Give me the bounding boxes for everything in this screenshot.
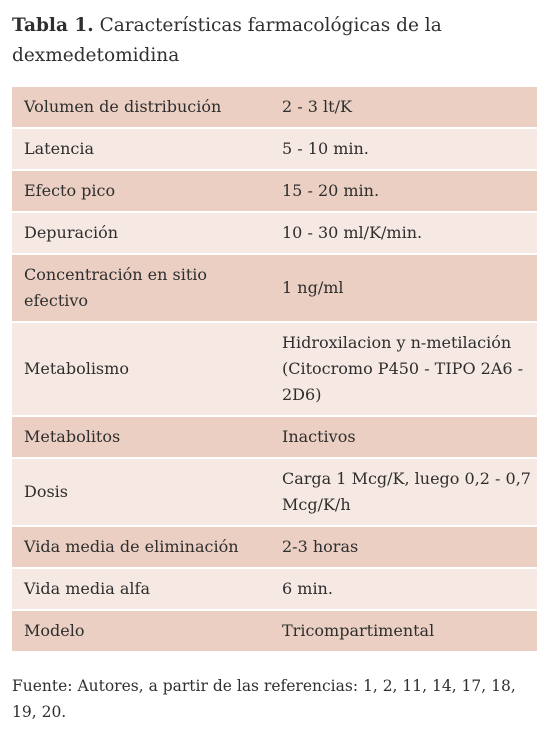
value-cell: 10 - 30 ml/K/min. xyxy=(270,212,537,254)
property-cell: Depuración xyxy=(12,212,270,254)
pharmacology-table xyxy=(12,87,537,653)
property-cell: Dosis xyxy=(12,458,270,526)
property-cell: Vida media alfa xyxy=(12,568,270,610)
table-row xyxy=(12,568,537,610)
value-cell: Hidroxilacion y n-metilación (Citocromo P450 - TIPO 2A6 - 2D6) xyxy=(270,322,537,416)
value-cell: 5 - 10 min. xyxy=(270,128,537,170)
value-cell: Tricompartimental xyxy=(270,610,537,652)
table-row xyxy=(12,212,537,254)
value-cell: 6 min. xyxy=(270,568,537,610)
property-cell: Concentración en sitio efectivo xyxy=(12,254,270,322)
value-cell: 2 - 3 lt/K xyxy=(270,87,537,128)
property-cell: Metabolitos xyxy=(12,416,270,458)
table-footnote: Fuente: Autores, a partir de las referencias: 1, 2, 11, 14, 17, 18, 19, 20. xyxy=(12,677,516,721)
value-cell: Inactivos xyxy=(270,416,537,458)
value-cell: 15 - 20 min. xyxy=(270,170,537,212)
table-row xyxy=(12,526,537,568)
table-row xyxy=(12,254,537,322)
table-caption xyxy=(12,11,542,71)
table-row xyxy=(12,458,537,526)
table-row xyxy=(12,416,537,458)
value-cell: 2-3 horas xyxy=(270,526,537,568)
property-cell: Modelo xyxy=(12,610,270,652)
property-cell: Vida media de eliminación xyxy=(12,526,270,568)
property-cell: Latencia xyxy=(12,128,270,170)
property-cell: Volumen de distribución xyxy=(12,87,270,128)
table-row xyxy=(12,87,537,128)
property-cell: Efecto pico xyxy=(12,170,270,212)
value-cell: 1 ng/ml xyxy=(270,254,537,322)
property-cell: Metabolismo xyxy=(12,322,270,416)
table-caption-label: Tabla 1. xyxy=(12,15,94,36)
value-cell: Carga 1 Mcg/K, luego 0,2 - 0,7 Mcg/K/h xyxy=(270,458,537,526)
table-row xyxy=(12,322,537,416)
table-row xyxy=(12,128,537,170)
table-row xyxy=(12,610,537,652)
table-row xyxy=(12,170,537,212)
table-caption-text: Características farmacológicas de la dexmedetomidina xyxy=(12,15,442,66)
